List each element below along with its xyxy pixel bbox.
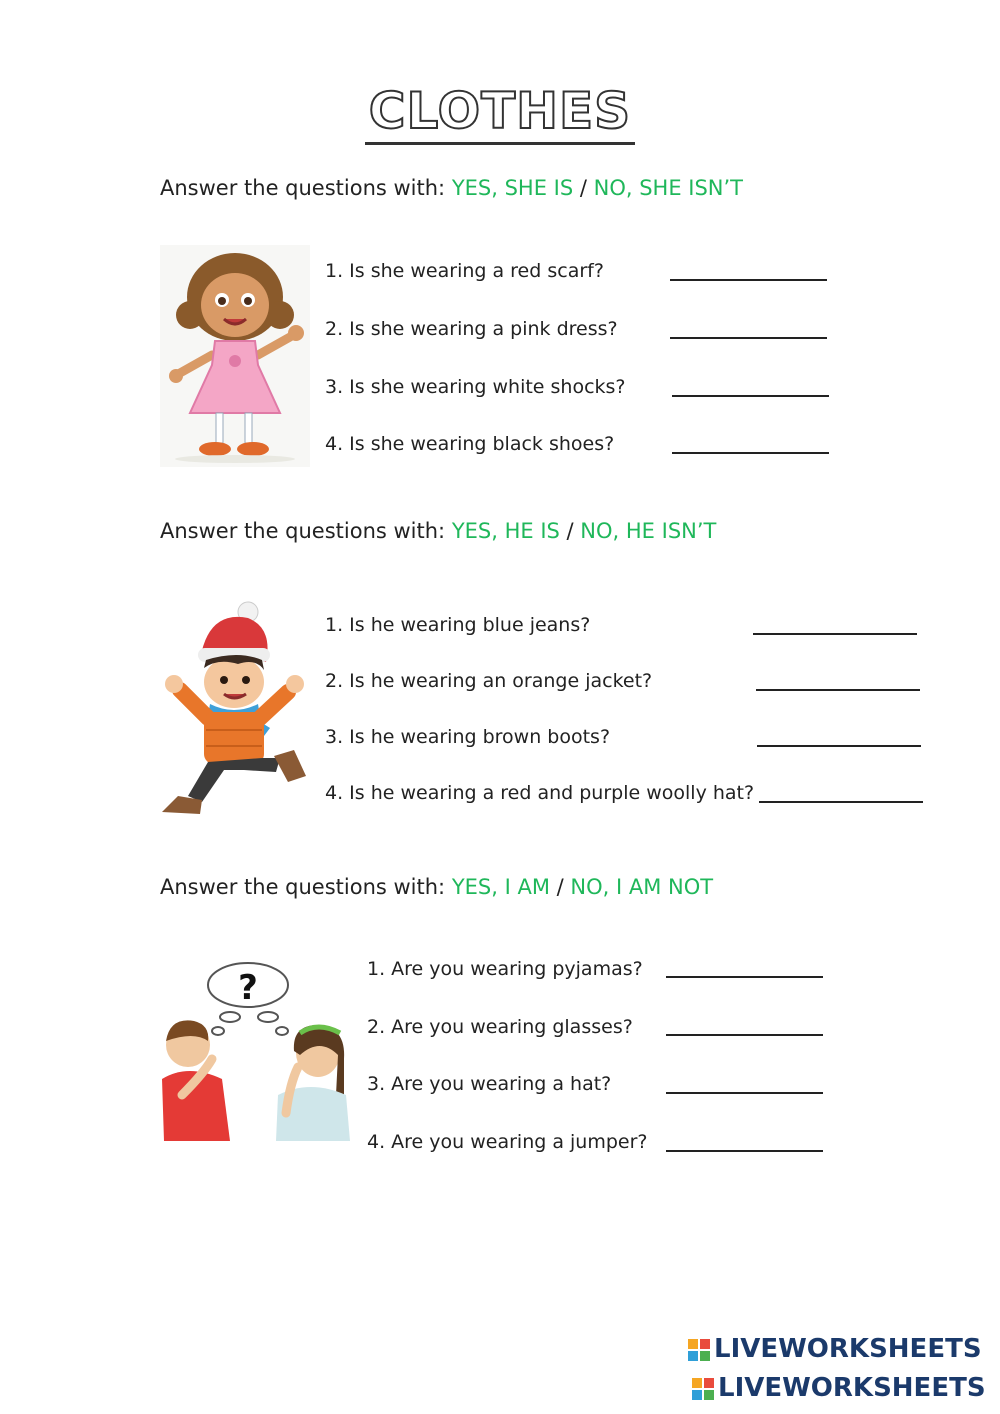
question-2-1: 1. Is he wearing blue jeans?: [325, 614, 591, 636]
girl-illustration: [160, 245, 310, 467]
question-3-2: 2. Are you wearing glasses?: [367, 1016, 633, 1038]
answer-field-1-4[interactable]: [672, 452, 829, 454]
instruction-1: [160, 176, 743, 200]
answer-no: NO, I AM NOT: [570, 875, 714, 899]
answer-field-1-2[interactable]: [670, 337, 827, 339]
liveworksheets-logo-secondary: [692, 1373, 986, 1403]
answer-yes: YES, I AM: [451, 875, 550, 899]
worksheet-title: [0, 82, 1000, 140]
question-3-1: 1. Are you wearing pyjamas?: [367, 958, 643, 980]
question-2-3: 3. Is he wearing brown boots?: [325, 726, 611, 748]
question-3-4: 4. Are you wearing a jumper?: [367, 1131, 648, 1153]
svg-text:?: ?: [238, 968, 258, 1008]
answer-field-1-3[interactable]: [672, 395, 829, 397]
instruction-text: Answer the questions with:: [160, 875, 452, 899]
answer-field-2-3[interactable]: [757, 745, 921, 747]
answer-no: NO, HE ISN’T: [580, 519, 717, 543]
liveworksheets-logo: [688, 1334, 982, 1364]
separator: /: [559, 519, 581, 543]
thinking-children-image: [160, 955, 350, 1145]
separator: /: [573, 176, 594, 200]
instruction-3: [160, 875, 713, 899]
answer-field-3-1[interactable]: [666, 976, 823, 978]
title-text: CLOTHES: [365, 82, 635, 145]
question-2-2: 2. Is he wearing an orange jacket?: [325, 670, 653, 692]
answer-field-2-4[interactable]: [759, 801, 923, 803]
answer-no: NO, SHE ISN’T: [593, 176, 744, 200]
instruction-2: [160, 519, 716, 543]
answer-field-2-2[interactable]: [756, 689, 920, 691]
question-1-1: 1. Is she wearing a red scarf?: [325, 260, 604, 282]
instruction-text: Answer the questions with:: [160, 519, 452, 543]
answer-yes: YES, HE IS: [451, 519, 560, 543]
logo-text: LIVEWORKSHEETS: [714, 1334, 982, 1364]
question-1-2: 2. Is she wearing a pink dress?: [325, 318, 618, 340]
question-2-4: 4. Is he wearing a red and purple woolly hat?: [325, 782, 755, 804]
logo-text: LIVEWORKSHEETS: [718, 1373, 986, 1403]
logo-blocks-icon: [692, 1378, 714, 1400]
answer-field-1-1[interactable]: [670, 279, 827, 281]
answer-field-3-2[interactable]: [666, 1034, 823, 1036]
answer-yes: YES, SHE IS: [451, 176, 574, 200]
logo-blocks-icon: [688, 1339, 710, 1361]
separator: /: [549, 875, 571, 899]
answer-field-3-3[interactable]: [666, 1092, 823, 1094]
boy-illustration: [158, 600, 313, 818]
instruction-text: Answer the questions with:: [160, 176, 452, 200]
question-1-4: 4. Is she wearing black shoes?: [325, 433, 615, 455]
answer-field-3-4[interactable]: [666, 1150, 823, 1152]
answer-field-2-1[interactable]: [753, 633, 917, 635]
question-1-3: 3. Is she wearing white shocks?: [325, 376, 626, 398]
question-3-3: 3. Are you wearing a hat?: [367, 1073, 612, 1095]
